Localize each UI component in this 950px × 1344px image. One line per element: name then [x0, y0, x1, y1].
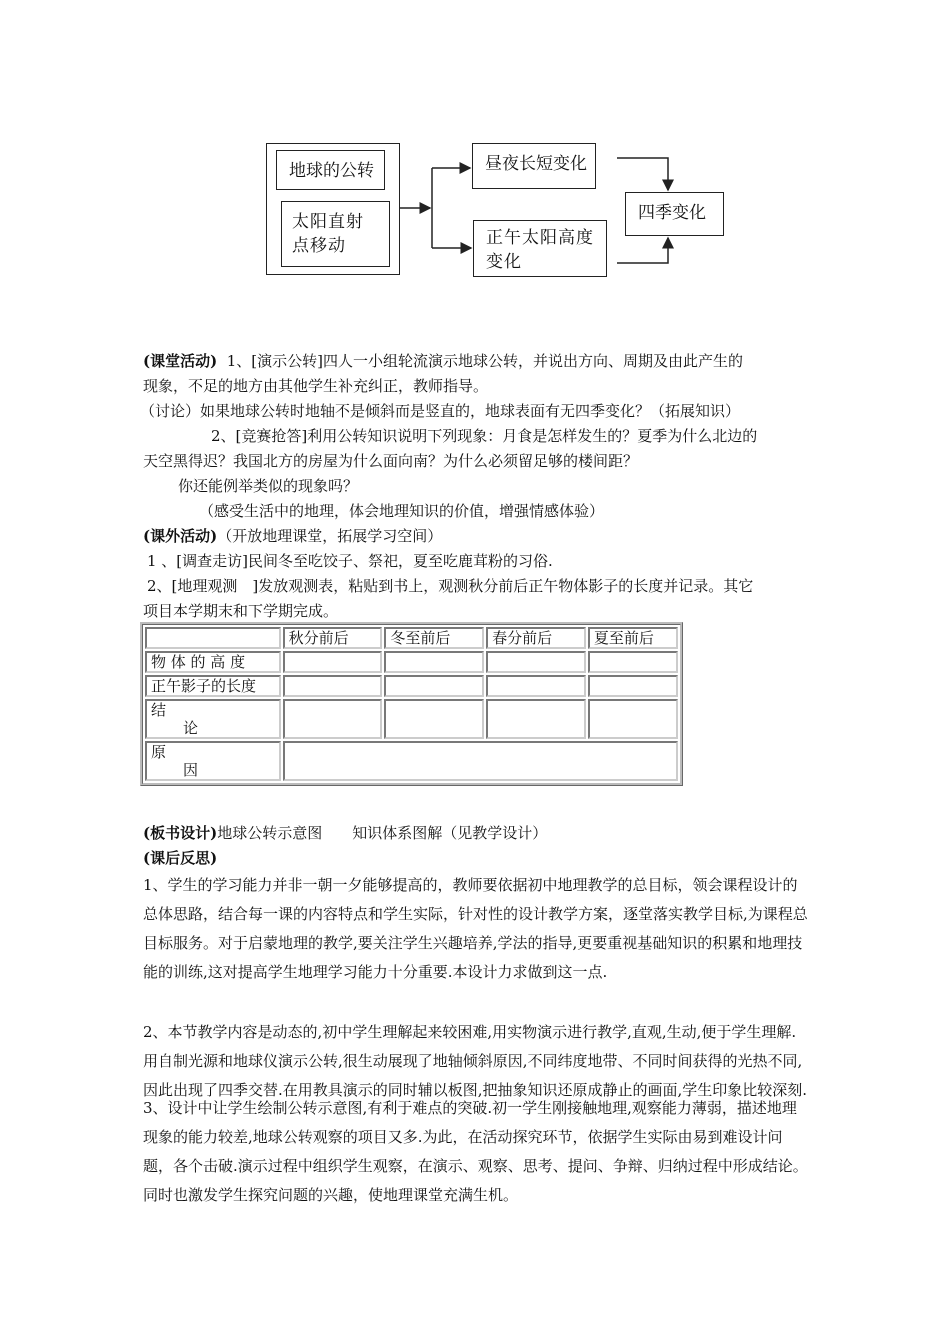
table-cell	[486, 675, 586, 697]
activity-line-6: 你还能例举类似的现象吗？	[178, 477, 359, 495]
outside-item-1: 1 、[调查走访]民间冬至吃饺子、祭祀，夏至吃鹿茸粉的习俗.	[147, 552, 553, 570]
conclusion-char-2: 论	[183, 719, 199, 737]
outside-item-2b: 项目本学期末和下学期完成。	[143, 602, 339, 620]
table-header-summer: 夏至前后	[588, 627, 678, 649]
table-cell	[486, 699, 586, 739]
activity-label: (课堂活动)	[143, 352, 218, 370]
activity-line-1	[143, 349, 813, 374]
table-cell	[588, 699, 678, 739]
board-content: 地球公转示意图 知识体系图解（见教学设计）	[217, 824, 548, 842]
table-row-label-height: 物 体 的 高 度	[145, 651, 281, 673]
reflection-paragraph-3: 3、设计中让学生绘制公转示意图,有利于难点的突破.初一学生刚接触地理,观察能力薄弱，描述地理现象的能力较差,地球公转观察的项目又多.为此，在活动探究环节，依据学生实际由易到难设计问题，各个击破.演示过程中组织学生观察，在演示、观察、思考、提问、争辩、归纳过程中形成结论。同时也激发学生探究问题的兴趣，使地理课堂充满生机。	[143, 1099, 808, 1204]
arrow-noon-to-seasons	[617, 238, 668, 263]
table-row	[145, 741, 678, 781]
activity-line-5: 天空黑得迟？我国北方的房屋为什么面向南？为什么必须留足够的楼间距？	[143, 452, 639, 470]
board-design-line	[143, 821, 813, 846]
table-row	[145, 675, 678, 697]
table-header-row	[145, 627, 678, 649]
outside-label: (课外活动)	[143, 527, 218, 545]
diagram-daylength-label: 昼夜长短变化	[485, 154, 587, 174]
activity-line-7: （感受生活中的地理，体会地理知识的价值，增强情感体验）	[199, 502, 605, 520]
table-cell	[283, 699, 383, 739]
table-merged-cell	[283, 741, 678, 781]
table-header-spring: 春分前后	[486, 627, 586, 649]
table-cell	[384, 699, 484, 739]
table-cell	[283, 675, 383, 697]
table-header-winter: 冬至前后	[384, 627, 484, 649]
table-cell	[384, 675, 484, 697]
table-row-label-reason	[145, 741, 281, 781]
outside-item-2: 2、[地理观测 ]发放观测表，粘贴到书上，观测秋分前后正午物体影子的长度并记录。其它	[147, 577, 754, 595]
table-cell	[384, 651, 484, 673]
reason-char-2: 因	[183, 761, 199, 779]
table-corner-cell	[145, 627, 281, 649]
table-header-autumn: 秋分前后	[283, 627, 383, 649]
diagram-noon-sun-label: 正午太阳高度变化	[486, 228, 594, 272]
diagram-arrows	[0, 0, 950, 330]
table-row	[145, 651, 678, 673]
observation-table	[140, 622, 683, 786]
diagram-orbit-label: 地球的公转	[289, 161, 374, 181]
reflection-paragraph-2: 2、本节教学内容是动态的,初中学生理解起来较困难,用实物演示进行教学,直观,生动,便于学生理解.用自制光源和地球仪演示公转,很生动展现了地轴倾斜原因,不同纬度地带、不同时间获得的光热不同,因此出现了四季交替.在用教具演示的同时辅以板图,把抽象知识还原成静止的画面,学生印象比较深刻.	[143, 1023, 808, 1099]
reflection-label: (课后反思)	[143, 849, 218, 867]
table-cell	[486, 651, 586, 673]
activity-line-2: 现象，不足的地方由其他学生补充纠正，教师指导。	[143, 377, 489, 395]
table-cell	[588, 651, 678, 673]
arrow-daylength-to-seasons	[617, 158, 668, 190]
reflection-paragraph-1: 1、学生的学习能力并非一朝一夕能够提高的，教师要依据初中地理教学的总目标，领会课程设计的总体思路，结合每一课的内容特点和学生实际，针对性的设计教学方案，逐堂落实教学目标,为课程总目标服务。对于启蒙地理的教学,要关注学生兴趣培养,学法的指导,更要重视基础知识的积累和地理技能的训练,这对提高学生地理学习能力十分重要.本设计力求做到这一点.	[143, 876, 808, 981]
diagram-sun-point-label: 太阳直射点移动	[292, 212, 364, 256]
board-label: (板书设计)	[143, 824, 218, 842]
activity-text-1: 1、[演示公转]四人一小组轮流演示地球公转，并说出方向、周期及由此产生的	[226, 352, 744, 370]
table-row	[145, 699, 678, 739]
reason-char-1: 原	[151, 743, 167, 761]
table-cell	[283, 651, 383, 673]
table-row-label-conclusion	[145, 699, 281, 739]
outside-label-rest: （开放地理课堂，拓展学习空间）	[217, 527, 443, 545]
activity-line-4: 2、[竞赛抢答]利用公转知识说明下列现象：月食是怎样发生的？夏季为什么北边的	[211, 427, 758, 445]
activity-discussion: （讨论）如果地球公转时地轴不是倾斜而是竖直的，地球表面有无四季变化？（拓展知识）	[140, 402, 741, 420]
outside-heading	[143, 524, 813, 549]
table-cell	[588, 675, 678, 697]
conclusion-char-1: 结	[151, 701, 167, 719]
table-row-label-shadow: 正午影子的长度	[145, 675, 281, 697]
diagram-seasons-label: 四季变化	[638, 203, 706, 223]
